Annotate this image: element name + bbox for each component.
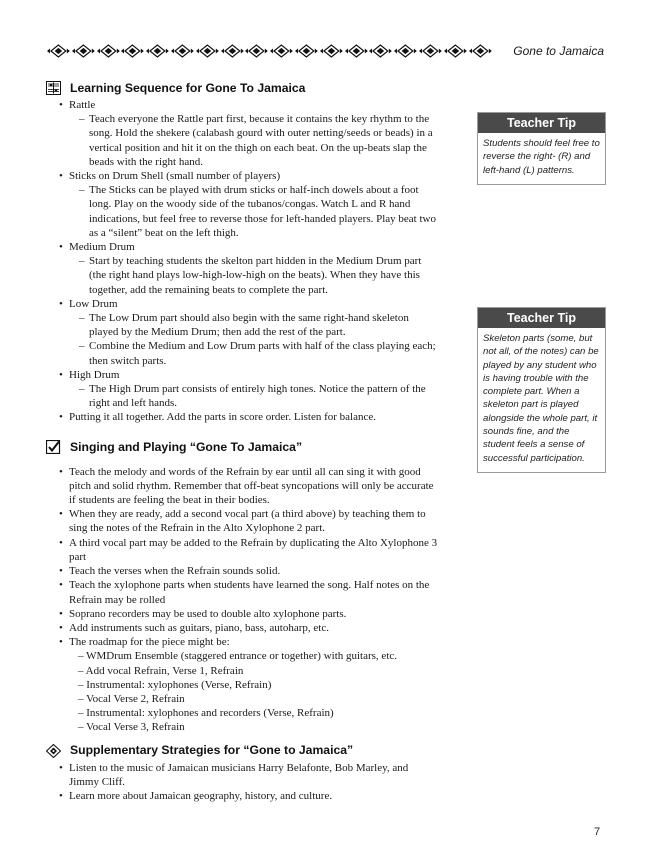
list-item: • Teach the melody and words of the Refrain by ear until all can sing it with good pitch and solid rhythm. Remember that off-beat syncopations will only be accurate if students are feeling the beat in their bodies. [46, 465, 438, 508]
list-subitem: – Start by teaching students the skelton part hidden in the Medium Drum part (the right hand plays low-high-low-high on the beats). When they have this together, add the remaining beats to complete the part. [46, 254, 438, 297]
roadmap-item: – Instrumental: xylophones (Verse, Refrain) [78, 678, 272, 691]
diamond-ornament-icon [46, 44, 71, 58]
diamond-ornament-icon [443, 44, 468, 58]
diamond-ornament-icon [344, 44, 369, 58]
diamond-ornament-icon [244, 44, 269, 58]
diamond-ornament-icon [96, 44, 121, 58]
diamond-ornament-icon [220, 44, 245, 58]
list-subitem: – Combine the Medium and Low Drum parts with half of the class playing each; then switch parts. [46, 339, 438, 367]
diamond-ornament-icon [368, 44, 393, 58]
list-item: • Sticks on Drum Shell (small number of players) [46, 169, 438, 183]
running-head-title: Gone to Jamaica [513, 44, 604, 58]
list-item: • Soprano recorders may be used to double alto xylophone parts. [46, 607, 438, 621]
section-heading-singing [46, 439, 438, 455]
diamond-ornament-icon [145, 44, 170, 58]
roadmap-item: – Vocal Verse 2, Refrain [78, 692, 185, 705]
teacher-tip-title: Teacher Tip [478, 113, 605, 133]
section-title-singing: Singing and Playing “Gone To Jamaica” [70, 439, 303, 454]
diamond-ornament-icon [46, 744, 61, 758]
list-subitem: – The Low Drum part should also begin with the same right-hand skeleton played by the Medium Drum; then add the rest of the part. [46, 311, 438, 339]
score-icon [46, 81, 61, 95]
section-title-supplementary: Supplementary Strategies for “Gone to Jamaica” [70, 743, 354, 758]
diamond-ornament-icon [269, 44, 294, 58]
teacher-tip-box [477, 112, 606, 185]
diamond-ornament-icon [294, 44, 319, 58]
list-subitem: – The Sticks can be played with drum sticks or half-inch dowels about a foot long. Play on the woody side of the tubanos/congas. Watch L and R hand indications, but feel free to reverse those for left-handed players. Play beat two as a “silent” beat on the left thigh. [46, 183, 438, 240]
main-column [46, 80, 438, 803]
list-item: • The roadmap for the piece might be: [46, 635, 438, 649]
diamond-ornament-icon [468, 44, 493, 58]
roadmap-item: – WMDrum Ensemble (staggered entrance or together) with guitars, etc. [78, 650, 398, 663]
supplementary-list [46, 761, 438, 804]
roadmap-item: – Add vocal Refrain, Verse 1, Refrain [78, 664, 244, 677]
list-item: • Listen to the music of Jamaican musicians Harry Belafonte, Bob Marley, and Jimmy Cliff. [46, 761, 438, 789]
teacher-tip-body: Students should feel free to reverse the right- (R) and left-hand (L) patterns. [483, 138, 600, 176]
checkbox-icon [46, 440, 61, 454]
list-item: • A third vocal part may be added to the Refrain by duplicating the Alto Xylophone 3 part [46, 536, 438, 564]
list-item: • Add instruments such as guitars, piano, bass, autoharp, etc. [46, 621, 438, 635]
diamond-ornament-icon [418, 44, 443, 58]
list-item: • Teach the verses when the Refrain sounds solid. [46, 564, 438, 578]
list-item: • Low Drum [46, 297, 438, 311]
learning-list [46, 98, 438, 425]
singing-list [46, 465, 438, 735]
running-head [46, 42, 604, 62]
list-item: • Medium Drum [46, 240, 438, 254]
list-item: • Teach the xylophone parts when students have learned the song. Half notes on the Refrain may be rolled [46, 578, 438, 606]
roadmap-item: – Vocal Verse 3, Refrain [78, 721, 185, 734]
diamond-ornament-icon [319, 44, 344, 58]
diamond-ornament-icon [120, 44, 145, 58]
list-subitem: – Teach everyone the Rattle part first, because it contains the key rhythm to the song. Hold the shekere (calabash gourd with outer netting/seeds or beads) in a vertical position and hit it on the thigh on each beat. On the up-beats slap the beads with the right hand. [46, 112, 438, 169]
diamond-ornament-icon [195, 44, 220, 58]
roadmap-item: – Instrumental: xylophones and recorders (Verse, Refrain) [78, 707, 334, 720]
list-item: • Rattle [46, 98, 438, 112]
teacher-tip-box [477, 307, 606, 473]
list-item: • When they are ready, add a second vocal part (a third above) by teaching them to sing the notes of the Refrain in the Alto Xylophone 2 part. [46, 507, 438, 535]
list-item: • Putting it all together. Add the parts in score order. Listen for balance. [46, 410, 438, 424]
diamond-ornament-icon [71, 44, 96, 58]
diamond-ornament-icon [393, 44, 418, 58]
list-subitem: – The High Drum part consists of entirely high tones. Notice the pattern of the right and left hands. [46, 382, 438, 410]
list-item: • High Drum [46, 368, 438, 382]
page-number: 7 [594, 826, 601, 838]
teacher-tip-title: Teacher Tip [478, 308, 605, 328]
section-title-learning: Learning Sequence for Gone To Jamaica [70, 80, 306, 95]
section-heading-learning [46, 80, 438, 96]
diamond-ornament-icon [170, 44, 195, 58]
section-heading-supplementary [46, 743, 438, 759]
list-item: • Learn more about Jamaican geography, history, and culture. [46, 789, 438, 803]
teacher-tip-body: Skeleton parts (some, but not all, of the notes) can be played by any student who is having trouble with the complete part. When a skeleton part is played alongside the whole part, it sounds fine, and the student feels a sense of successful participation. [483, 333, 599, 464]
ornament-row [46, 44, 492, 58]
